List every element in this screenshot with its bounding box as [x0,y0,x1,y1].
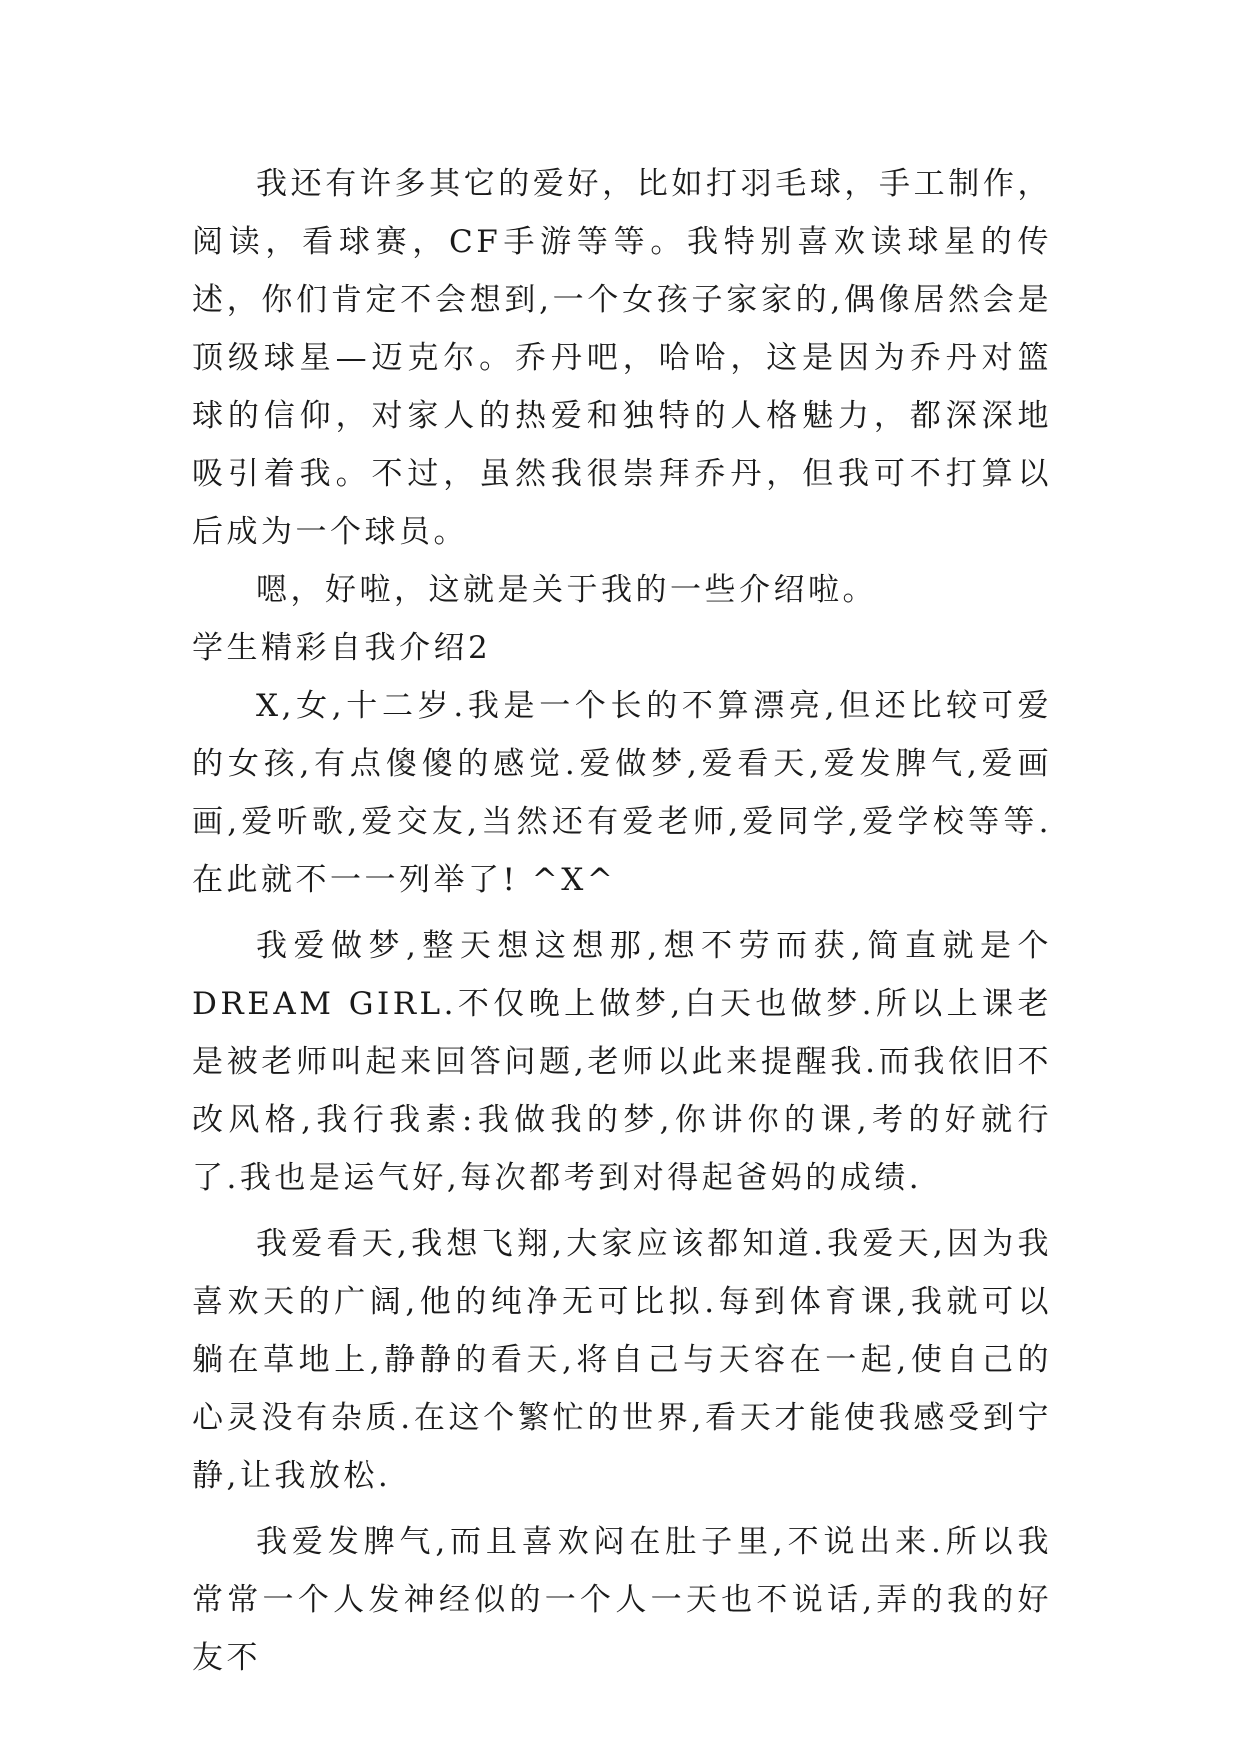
paragraph-dreaming: 我爱做梦,整天想这想那,想不劳而获,简直就是个DREAM GIRL.不仅晚上做梦,白天也做梦.所以上课老是被老师叫起来回答问题,老师以此来提醒我.而我依旧不改风格,我行我素:我做我的梦,你讲你的课,考的好就行了.我也是运气好,每次都考到对得起爸妈的成绩. [192,928,1052,1196]
paragraph-temper: 我爱发脾气,而且喜欢闷在肚子里,不说出来.所以我常常一个人发神经似的一个人一天也不说话,弄的我的好友不 [192,1524,1052,1676]
section-heading: 学生精彩自我介绍2 [192,630,492,666]
paragraph-intro: X,女,十二岁.我是一个长的不算漂亮,但还比较可爱的女孩,有点傻傻的感觉.爱做梦,爱看天,爱发脾气,爱画画,爱听歌,爱交友,当然还有爱老师,爱同学,爱学校等等.在此就不一一列举了! ^X^ [192,688,1052,898]
paragraph-hobbies: 我还有许多其它的爱好，比如打羽毛球，手工制作，阅读，看球赛，CF手游等等。我特别喜欢读球星的传述，你们肯定不会想到,一个女孩子家家的,偶像居然会是顶级球星—迈克尔。乔丹吧，哈哈，这是因为乔丹对篮球的信仰，对家人的热爱和独特的人格魅力，都深深地吸引着我。不过，虽然我很崇拜乔丹，但我可不打算以后成为一个球员。 [192,166,1052,550]
paragraph-closing: 嗯，好啦，这就是关于我的一些介绍啦。 [256,572,877,608]
paragraph-sky: 我爱看天,我想飞翔,大家应该都知道.我爱天,因为我喜欢天的广阔,他的纯净无可比拟.每到体育课,我就可以躺在草地上,静静的看天,将自己与天容在一起,使自己的心灵没有杂质.在这个繁忙的世界,看天才能使我感受到宁静,让我放松. [192,1226,1052,1494]
document-body [192,155,1052,1687]
